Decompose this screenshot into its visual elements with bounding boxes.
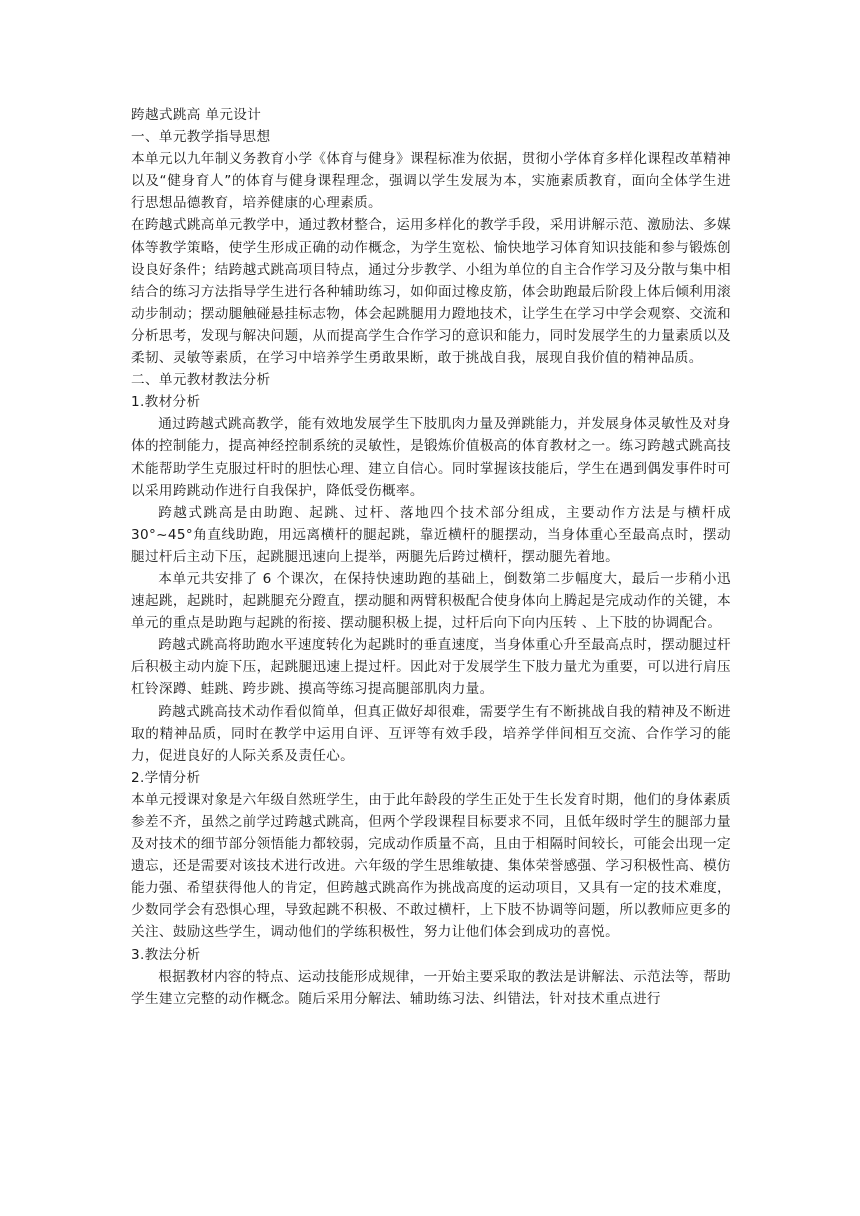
subsection-heading: 3.教法分析 [131, 946, 201, 963]
paragraph: 本单元共安排了 6 个课次，在保持快速助跑的基础上，倒数第二步幅度大，最后一步稍小迅速起跳，起跳时，起跳腿充分蹬直，摆动腿和两臂积极配合使身体向上腾起是完成动作的关键，本单元的重点是助跑与起跳的衔接、摆动腿积极上提，过杆后向下向内压转 、上下肢的协调配合。 [131, 570, 731, 632]
document-title: 跨越式跳高 单元设计 [131, 107, 262, 123]
section-heading: 二、单元教材教法分析 [131, 372, 271, 389]
subsection-heading: 1.教材分析 [131, 394, 201, 411]
paragraph: 本单元授课对象是六年级自然班学生，由于此年龄段的学生正处于生长发育时期，他们的身体素质参差不齐，虽然之前学过跨越式跳高，但两个学段课程目标要求不同，且低年级时学生的腿部力量及对技术的细节部分领悟能力都较弱，完成动作质量不高，且由于相隔时间较长，可能会出现一定遗忘，还是需要对该技术进行改进。六年级的学生思维敏捷、集体荣誉感强、学习积极性高、模仿能力强、希望获得他人的肯定，但跨越式跳高作为挑战高度的运动项目，又具有一定的技术难度，少数同学会有恐惧心理，导致起跳不积极、不敢过横杆，上下肢不协调等问题，所以教师应更多的关注、鼓励这些学生，调动他们的学练积极性，努力让他们体会到成功的喜悦。 [131, 791, 731, 941]
paragraph: 跨越式跳高技术动作看似简单，但真正做好却很难，需要学生有不断挑战自我的精神及不断进取的精神品质，同时在教学中运用自评、互评等有效手段，培养学伴间相互交流、合作学习的能力，促进良好的人际关系及责任心。 [131, 703, 731, 764]
paragraph: 跨越式跳高将助跑水平速度转化为起跳时的垂直速度，当身体重心升至最高点时，摆动腿过杆后积极主动内旋下压，起跳腿迅速上提过杆。因此对于发展学生下肢力量尤为重要，可以进行肩压杠铃深蹲、蛙跳、跨步跳、摸高等练习提高腿部肌肉力量。 [131, 637, 731, 698]
subsection-heading: 2.学情分析 [131, 769, 201, 786]
paragraph: 通过跨越式跳高教学，能有效地发展学生下肢肌肉力量及弹跳能力，并发展身体灵敏性及对身体的控制能力，提高神经控制系统的灵敏性，是锻炼价值极高的体育教材之一。练习跨越式跳高技术能帮助学生克服过杆时的胆怯心理、建立自信心。同时掌握该技能后，学生在遇到偶发事件时可以采用跨跳动作进行自我保护，降低受伤概率。 [131, 416, 731, 499]
document-body [131, 104, 731, 1010]
section-heading: 一、单元教学指导思想 [131, 129, 271, 146]
paragraph: 跨越式跳高是由助跑、起跳、过杆、落地四个技术部分组成，主要动作方法是与横杆成 30°~45°角直线助跑，用远离横杆的腿起跳，靠近横杆的腿摆动，当身体重心至最高点时，摆动腿过杆后主动下压，起跳腿迅速向上提举，两腿先后跨过横杆，摆动腿先着地。 [131, 504, 731, 565]
paragraph: 根据教材内容的特点、运动技能形成规律，一开始主要采取的教法是讲解法、示范法等，帮助学生建立完整的动作概念。随后采用分解法、辅助练习法、纠错法，针对技术重点进行 [131, 968, 731, 1007]
paragraph: 在跨越式跳高单元教学中，通过教材整合，运用多样化的教学手段，采用讲解示范、激励法、多媒体等教学策略，使学生形成正确的动作概念，为学生宽松、愉快地学习体育知识技能和参与锻炼创设良好条件；结跨越式跳高项目特点，通过分步教学、小组为单位的自主合作学习及分散与集中相结合的练习方法指导学生进行各种辅助练习，如仰面过橡皮筋，体会助跑最后阶段上体后倾利用滚动步制动；摆动腿触碰悬挂标志物，体会起跳腿用力蹬地技术，让学生在学习中学会观察、交流和分析思考，发现与解决问题，从而提高学生合作学习的意识和能力，同时发展学生的力量素质以及柔韧、灵敏等素质，在学习中培养学生勇敢果断，敢于挑战自我，展现自我价值的精神品质。 [131, 217, 731, 367]
paragraph: 本单元以九年制义务教育小学《体育与健身》课程标准为依据，贯彻小学体育多样化课程改革精神以及“健身育人”的体育与健身课程理念，强调以学生发展为本，实施素质教育，面向全体学生进行思想品德教育，培养健康的心理素质。 [131, 151, 731, 212]
